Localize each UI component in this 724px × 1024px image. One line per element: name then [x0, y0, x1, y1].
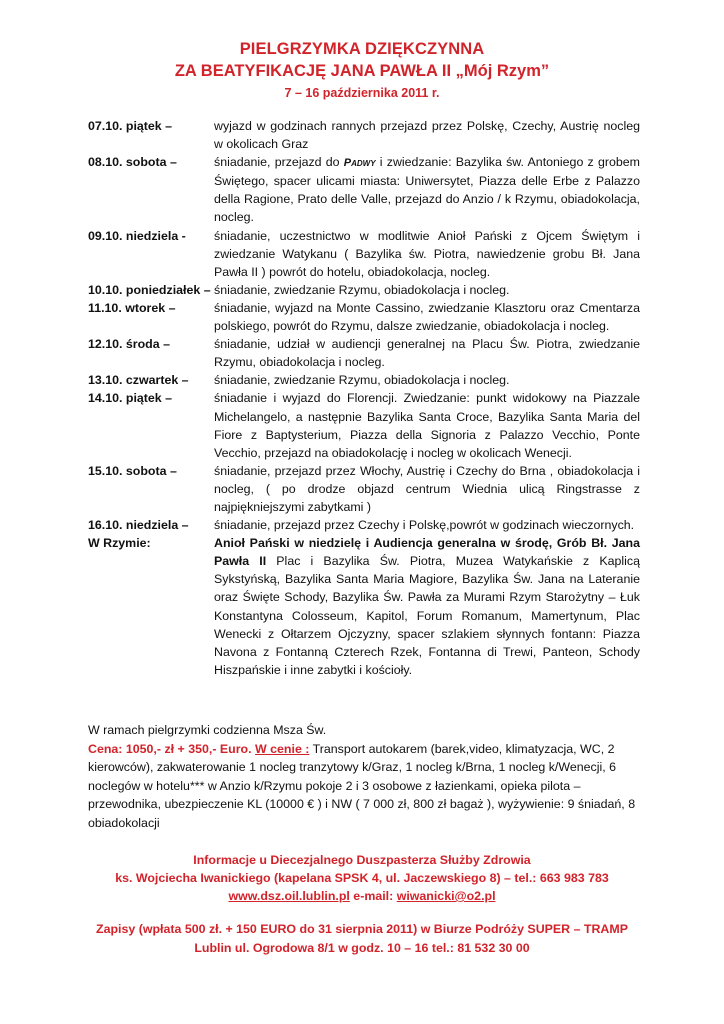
contact-info: [0, 851, 724, 905]
included-text: Transport autokarem (barek,video, klimatyzacja, WC, 2 kierowców), zakwaterowanie 1 nocleg tranzytowy k/Graz, 1 nocleg k/Brna, 1 nocleg k/Wenecji, 6 noclegów w hotelu*** w Anzio k/Rzymu pokoje 2 i 3 osobowe z łazienkami, opieka pilota – przewodnika, ubezpieczenie KL (10000 € ) i NW ( 7 000 zł, 800 zł bagaż ), wyżywienie: 9 śniadań, 8 obiadokolacji: [88, 741, 636, 830]
contact-line-2: ks. Wojciecha Iwanickiego (kapelana SPSK 4, ul. Jaczewskiego 8) – tel.: 663 983 783: [115, 871, 609, 885]
day-label: 07.10. piątek –: [88, 119, 173, 133]
place-name: Padwy: [343, 157, 376, 170]
day-label: 12.10. środa –: [88, 337, 170, 352]
email-label: e-mail:: [349, 889, 397, 903]
day-label: 15.10. sobota –: [88, 463, 177, 478]
document-header: [0, 38, 724, 102]
highlights-text: Plac i Bazylika Św. Piotra, Muzea Watykańskie z Kaplicą Sykstyńską, Bazylika Santa Maria Magiore, Bazylika Św. Jana na Lateranie oraz Święte Schody, Bazylika Św. Pawła za Murami Rzym Starożytny – Łuk Konstantyna Colosseum, Kapitol, Forum Romanum, Mamertynum, Plac Wenecki z Ołtarzem Ojczyzny, spacer szlakiem słynnych fontann: Piazza Navona z Fontanną Czterech Rzek, Fontanna di Trewi, Panteon, Schody Hiszpańskie i inne zabytki i kościoły.: [214, 554, 640, 677]
mass-note: W ramach pielgrzymki codzienna Msza Św.: [88, 723, 327, 737]
website-link[interactable]: www.dsz.oil.lublin.pl: [228, 889, 350, 903]
title-line-2: ZA BEATYFIKACJĘ JANA PAWŁA II „Mój Rzym”: [174, 62, 550, 80]
contact-links: [0, 887, 724, 905]
highlights-bold: Anioł Pański w niedzielę i Audiencja generalna w środę, Grób Bł. Jana Pawła II: [214, 536, 640, 569]
included-label: W cenie :: [255, 741, 310, 756]
day-description: [214, 534, 640, 679]
itinerary: [88, 117, 640, 679]
day-label: 16.10. niedziela –: [88, 518, 189, 533]
email-link[interactable]: wiwanicki@o2.pl: [396, 889, 496, 903]
itinerary-day: [88, 153, 640, 226]
trip-dates: 7 – 16 października 2011 r.: [284, 86, 440, 100]
itinerary-day: [88, 117, 640, 153]
day-label: 08.10. sobota –: [88, 155, 177, 170]
day-label: 14.10. piątek –: [88, 391, 173, 406]
day-description: śniadanie, udział w audiencji generalnej na Placu Św. Piotra, zwiedzanie Rzymu, obiadokolacja i nocleg.: [214, 337, 640, 370]
day-description: wyjazd w godzinach rannych przejazd przez Polskę, Czechy, Austrię nocleg w okolicach Graz: [214, 119, 640, 152]
signup-info: [0, 920, 724, 957]
day-text-b: i zwiedzanie: Bazylika św. Antoniego z grobem Świętego, spacer ulicami miasta: Uniwersytet, Piazza delle Erbe z Palazzo della Ragione, Prato delle Valle, przejazd do Anzio / k Rzymu, obiadokolacja, nocleg.: [214, 155, 640, 225]
itinerary-day: [88, 462, 640, 516]
day-description: śniadanie, zwiedzanie Rzymu, obiadokolacja i nocleg.: [214, 282, 510, 297]
day-label: 13.10. czwartek –: [88, 373, 189, 388]
day-description: śniadanie i wyjazd do Florencji. Zwiedzanie: punkt widokowy na Piazzale Michelangelo, a następnie Bazylika Santa Croce, Bazylika Santa Maria del Fiore z Baptysterium, Piazza della Signoria z Palazzo Vecchio, Ponte Vecchio, przejazd na obiadokolację i nocleg w okolicach Wenecji.: [214, 391, 640, 460]
itinerary-day: [88, 371, 640, 389]
day-label: 10.10. poniedziałek –: [88, 282, 211, 297]
itinerary-day: [88, 389, 640, 461]
signup-line-2: Lublin ul. Ogrodowa 8/1 w godz. 10 – 16 tel.: 81 532 30 00: [194, 940, 530, 955]
signup-line-1: Zapisy (wpłata 500 zł. + 150 EURO do 31 sierpnia 2011) w Biurze Podróży SUPER – TRAMP: [96, 922, 628, 936]
day-label: W Rzymie:: [88, 536, 151, 551]
day-description: śniadanie, przejazd przez Czechy i Polskę,powrót w godzinach wieczornych.: [214, 518, 635, 533]
day-description: śniadanie, wyjazd na Monte Cassino, zwiedzanie Klasztoru oraz Cmentarza polskiego, powrót do Rzymu, dalsze zwiedzanie, obiadokolacja i nocleg.: [214, 300, 640, 334]
price-details: [88, 740, 640, 833]
price: Cena: 1050,- zł + 350,- Euro.: [88, 741, 252, 756]
itinerary-day: [88, 281, 640, 299]
itinerary-day: [88, 299, 640, 335]
itinerary-day: [88, 335, 640, 371]
contact-line-1: Informacje u Diecezjalnego Duszpasterza Służby Zdrowia: [193, 853, 531, 867]
rome-highlights: [88, 534, 640, 679]
itinerary-day: [88, 516, 640, 534]
day-description: śniadanie, przejazd przez Włochy, Austrię i Czechy do Brna , obiadokolacja i nocleg, ( po drodze objazd centrum Wiednia ulicą Ringstrasse z najpiękniejszymi zabytkami ): [214, 463, 640, 514]
day-description: [214, 153, 640, 226]
title-line-1: PIELGRZYMKA DZIĘKCZYNNA: [239, 40, 485, 58]
day-description: śniadanie, uczestnictwo w modlitwie Anioł Pański z Ojcem Świętym i zwiedzanie Watykanu ( Bazylika św. Piotra, nawiedzenie grobu Bł. Jana Pawła II ) powrót do hotelu, obiadokolacja, nocleg.: [214, 228, 640, 279]
day-label: 11.10. wtorek –: [88, 300, 176, 315]
day-label: 09.10. niedziela -: [88, 228, 186, 243]
day-text-a: śniadanie, przejazd do: [214, 155, 344, 170]
price-info: [88, 721, 640, 832]
day-description: śniadanie, zwiedzanie Rzymu, obiadokolacja i nocleg.: [214, 373, 510, 388]
itinerary-day: [88, 227, 640, 281]
